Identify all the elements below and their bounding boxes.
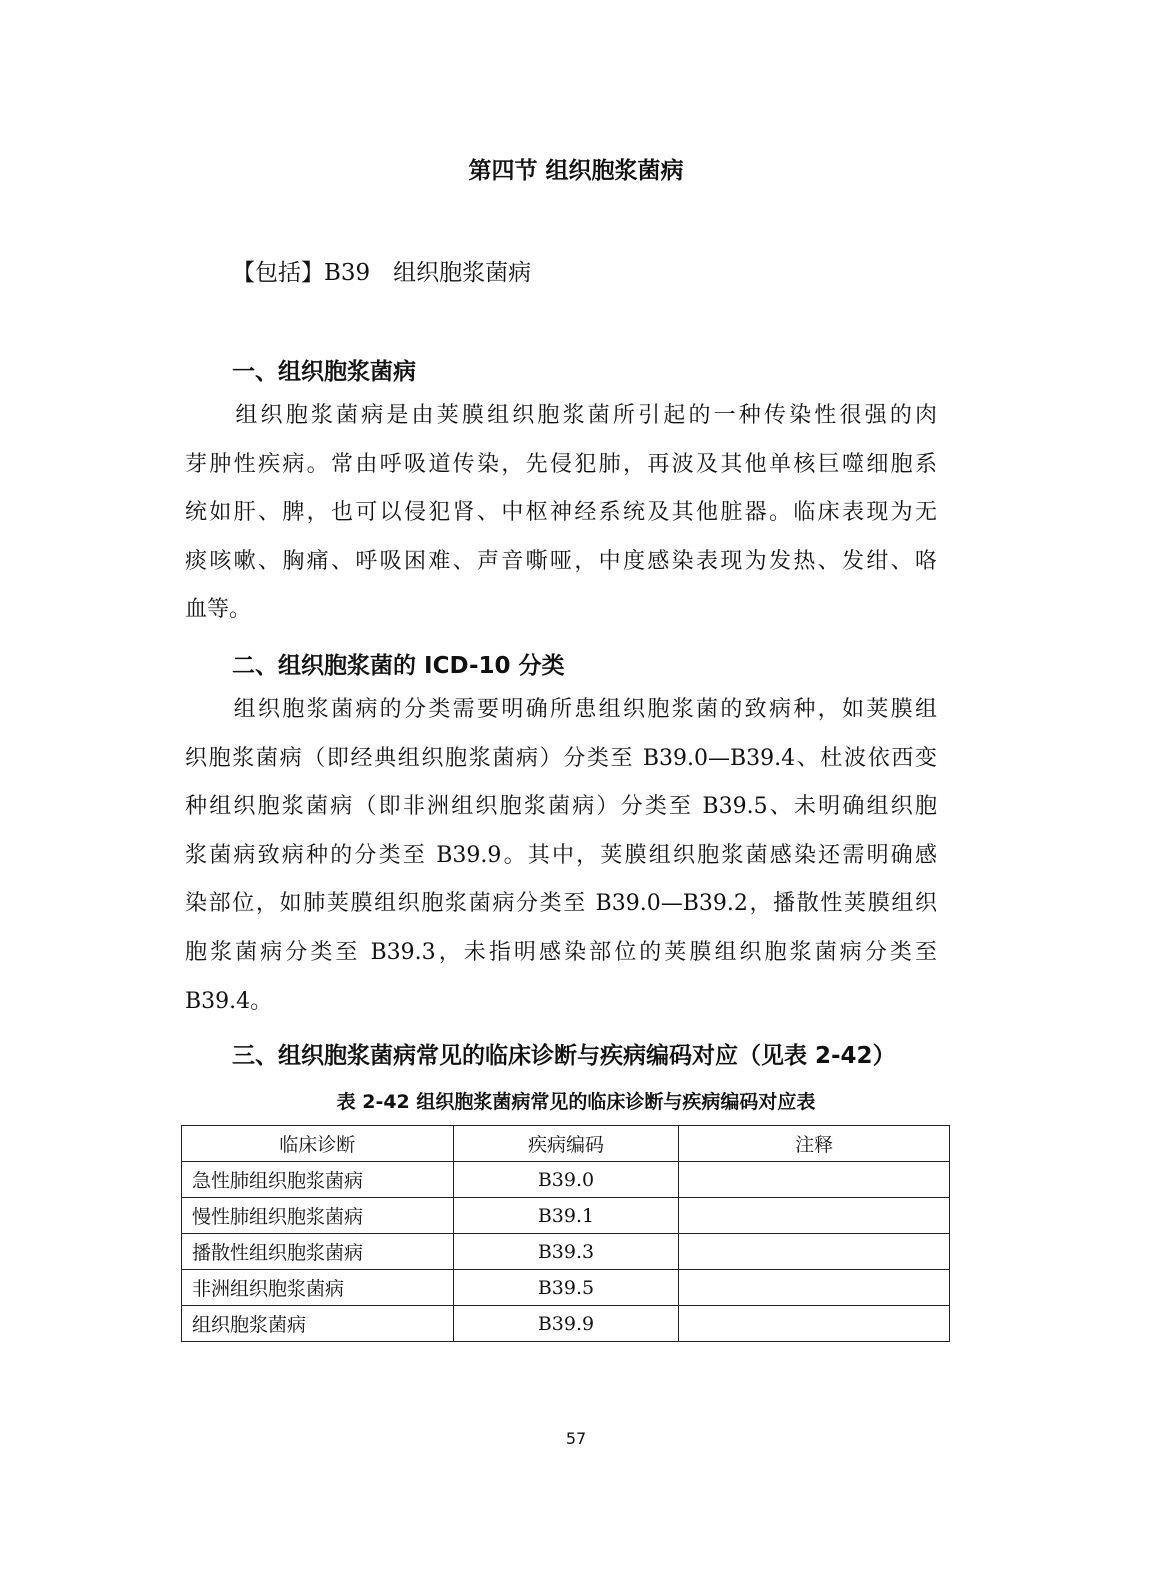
paragraph-part-1	[185, 392, 937, 635]
table-row	[182, 1234, 950, 1270]
code-cell: B39.1	[453, 1198, 679, 1234]
note-cell	[679, 1270, 950, 1306]
code-cell: B39.5	[453, 1270, 679, 1306]
diagnosis-cell: 组织胞浆菌病	[182, 1306, 454, 1342]
paragraph-line: 染部位，如肺荚膜组织胞浆菌病分类至 B39.0—B39.2，播散性荚膜组织	[185, 891, 937, 917]
paragraph-line: 胞浆菌病分类至 B39.3，未指明感染部位的荚膜组织胞浆菌病分类至	[185, 939, 937, 965]
table-caption: 表 2-42 组织胞浆菌病常见的临床诊断与疾病编码对应表	[336, 1091, 816, 1113]
paragraph-line: 芽肿性疾病。常由呼吸道传染，先侵犯肺，再波及其他单核巨噬细胞系	[185, 451, 937, 477]
column-header-code: 疾病编码	[453, 1126, 679, 1162]
paragraph-line: 痰咳嗽、胸痛、呼吸困难、声音嘶哑，中度感染表现为发热、发绀、咯	[185, 548, 937, 574]
note-cell	[679, 1198, 950, 1234]
paragraph-line: 种组织胞浆菌病（即非洲组织胞浆菌病）分类至 B39.5、未明确组织胞	[185, 794, 937, 820]
column-header-diagnosis: 临床诊断	[182, 1126, 454, 1162]
heading-part-1: 一、组织胞浆菌病	[232, 359, 416, 385]
heading-part-2: 二、组织胞浆菌的 ICD-10 分类	[232, 653, 565, 679]
diagnosis-cell: 慢性肺组织胞浆菌病	[182, 1198, 454, 1234]
diagnosis-cell: 非洲组织胞浆菌病	[182, 1270, 454, 1306]
paragraph-line: 组织胞浆菌病是由荚膜组织胞浆菌所引起的一种传染性很强的肉	[185, 403, 937, 428]
note-cell	[679, 1162, 950, 1198]
paragraph-line: B39.4。	[185, 988, 273, 1014]
paragraph-line: 组织胞浆菌病的分类需要明确所患组织胞浆菌的致病种，如荚膜组	[185, 697, 937, 722]
paragraph-line: 织胞浆菌病（即经典组织胞浆菌病）分类至 B39.0—B39.4、杜波依西变	[185, 745, 937, 771]
table-row	[182, 1270, 950, 1306]
section-title: 第四节 组织胞浆菌病	[468, 158, 684, 184]
code-cell: B39.0	[453, 1162, 679, 1198]
table-row	[182, 1198, 950, 1234]
paragraph-line: 血等。	[185, 597, 252, 623]
heading-part-3: 三、组织胞浆菌病常见的临床诊断与疾病编码对应（见表 2-42）	[232, 1043, 896, 1069]
table-header-row	[182, 1126, 950, 1162]
code-cell: B39.9	[453, 1306, 679, 1342]
column-header-note: 注释	[679, 1126, 950, 1162]
paragraph-line: 统如肝、脾，也可以侵犯肾、中枢神经系统及其他脏器。临床表现为无	[185, 500, 937, 526]
table-row	[182, 1162, 950, 1198]
paragraph-line: 浆菌病致病种的分类至 B39.9。其中，荚膜组织胞浆菌感染还需明确感	[185, 842, 937, 868]
table-row	[182, 1306, 950, 1342]
note-cell	[679, 1234, 950, 1270]
diagnosis-code-table	[181, 1125, 950, 1342]
includes-line: 【包括】B39 组织胞浆菌病	[232, 260, 532, 286]
diagnosis-cell: 急性肺组织胞浆菌病	[182, 1162, 454, 1198]
code-cell: B39.3	[453, 1234, 679, 1270]
diagnosis-cell: 播散性组织胞浆菌病	[182, 1234, 454, 1270]
note-cell	[679, 1306, 950, 1342]
paragraph-part-2	[185, 686, 937, 1026]
page-number: 57	[565, 1429, 587, 1448]
